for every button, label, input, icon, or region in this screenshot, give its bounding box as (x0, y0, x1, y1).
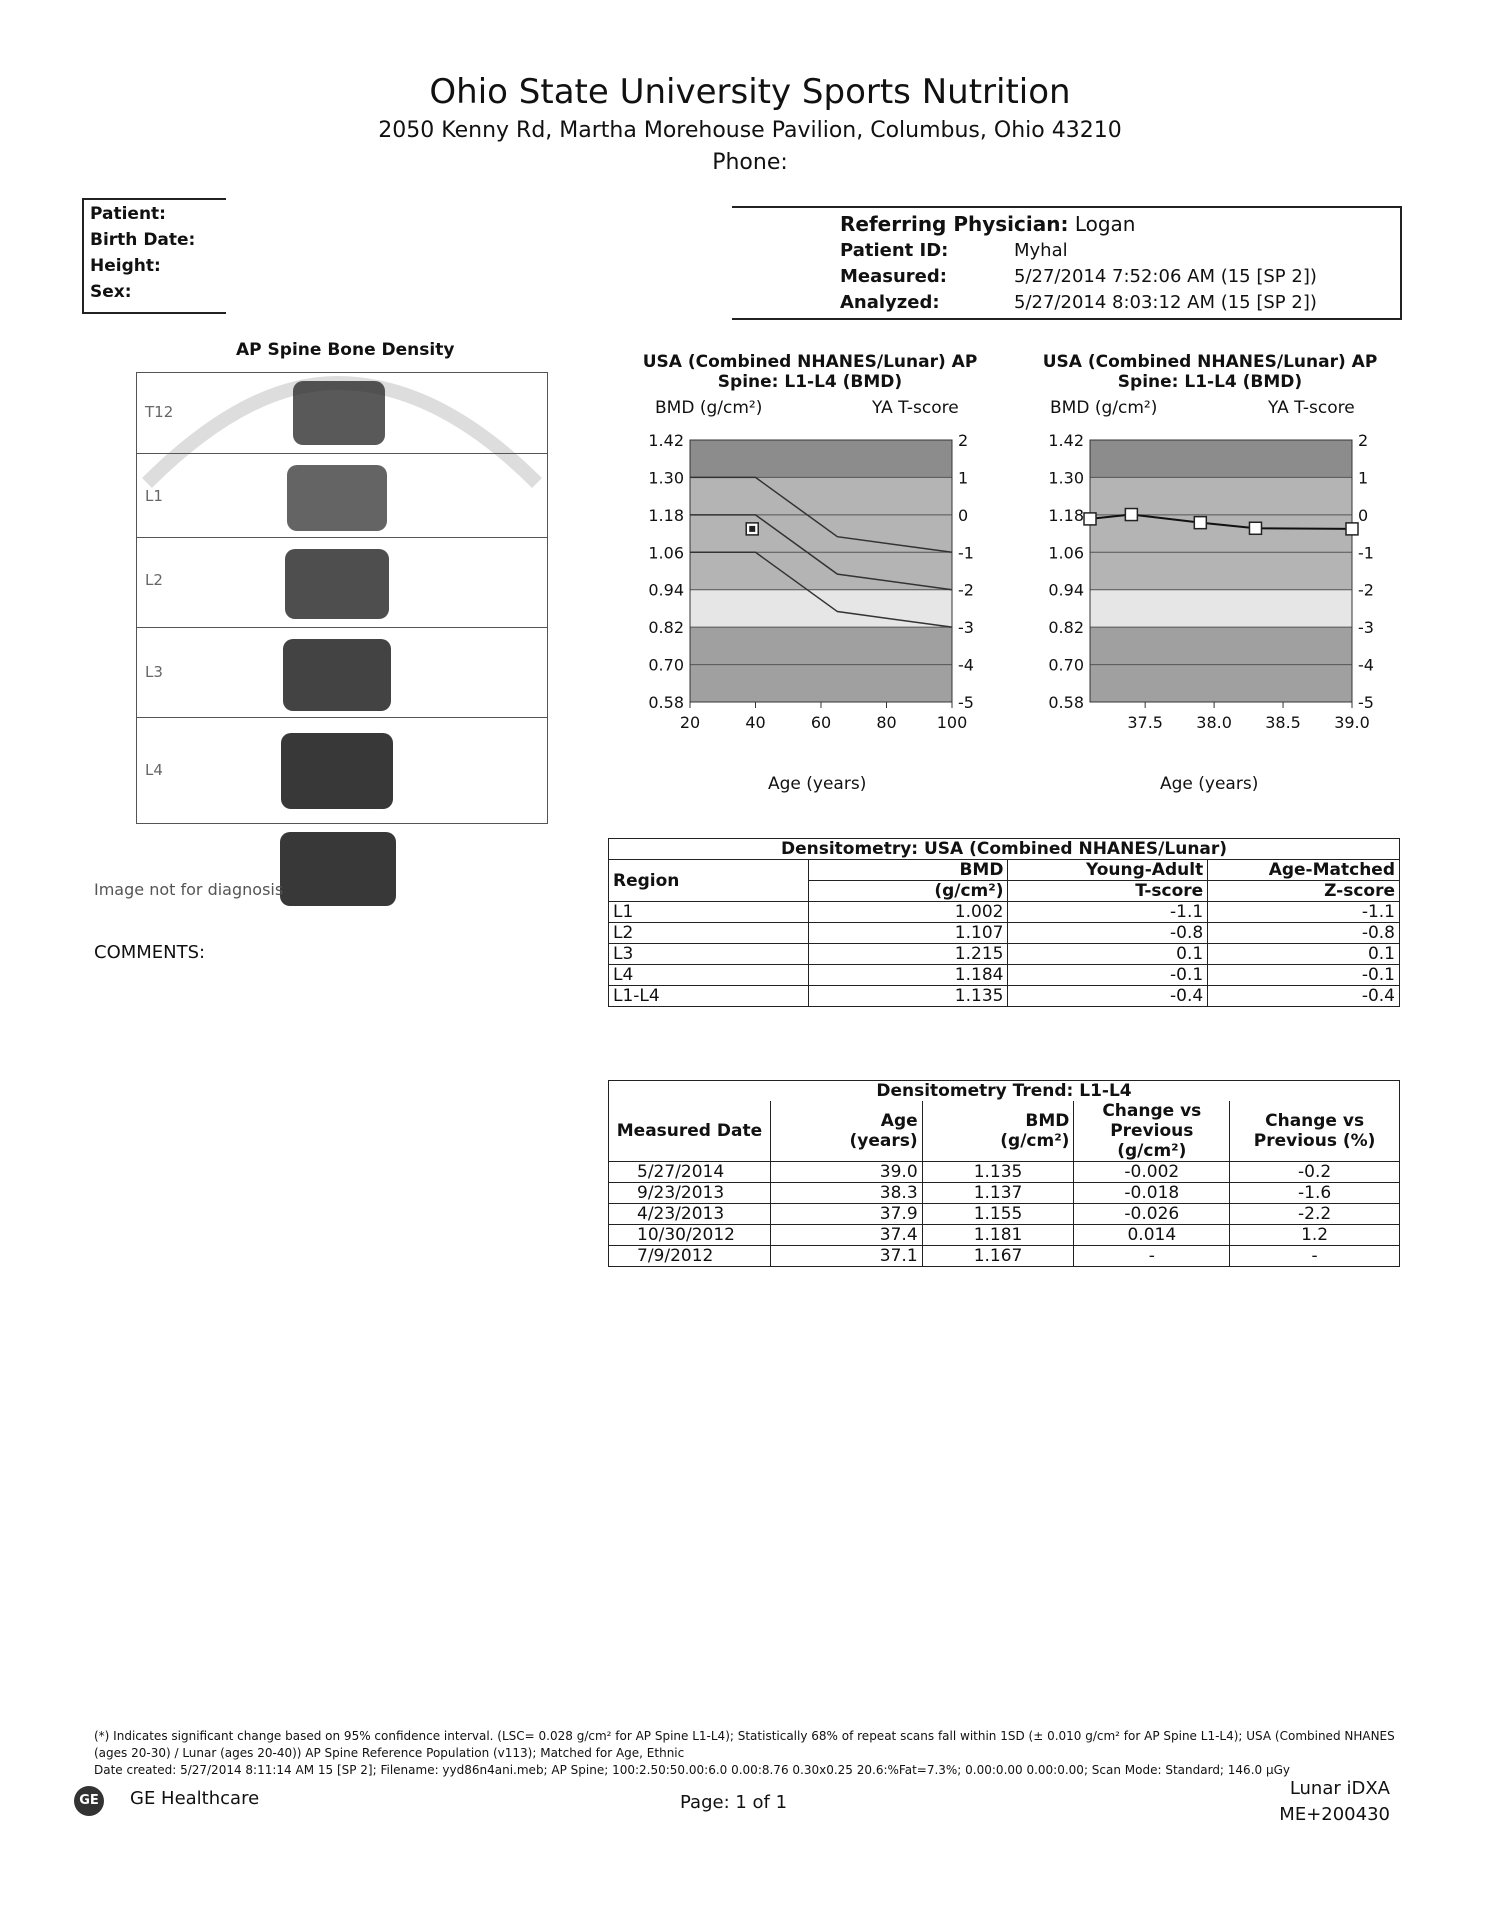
cell-change-pct: -1.6 (1230, 1183, 1400, 1204)
vertebra-l3-shape (283, 639, 391, 711)
cell-tscore: -0.8 (1008, 923, 1208, 944)
chart2-y2tick-label: -4 (1358, 655, 1374, 675)
cell-bmd: 1.137 (922, 1183, 1074, 1204)
vertebra-l2-shape (285, 549, 389, 619)
cell-change-abs: -0.026 (1074, 1204, 1230, 1225)
trend-row (609, 1162, 1400, 1183)
physician-value: Logan (1074, 212, 1136, 236)
cell-age: 37.1 (770, 1246, 922, 1267)
page-title: Ohio State University Sports Nutrition (429, 72, 1071, 112)
page-count: Page: 1 of 1 (680, 1792, 788, 1813)
chart1-xtick-label: 20 (679, 713, 701, 732)
chart2-ytick-label: 1.18 (1048, 505, 1084, 525)
header-change-abs-2: Previous (1110, 1121, 1194, 1141)
measured-label: Measured: (840, 266, 947, 287)
cell-bmd: 1.155 (922, 1204, 1074, 1225)
chart2-data-point (1194, 517, 1206, 529)
chart1-title: USA (Combined NHANES/Lunar) AP Spine: L1-L4 (BMD) (642, 352, 978, 392)
chart1-y2tick-label: 1 (958, 468, 969, 488)
cell-tscore: 0.1 (1008, 944, 1208, 965)
chart1-plot (630, 430, 1000, 750)
cell-change-abs: -0.018 (1074, 1183, 1230, 1204)
chart2-xlabel: Age (years) (1160, 774, 1259, 794)
densitometry-table (608, 838, 1400, 1007)
vertebra-label-l3: L3 (145, 663, 163, 681)
chart2-y2label: YA T-score (1268, 398, 1355, 418)
chart1-y2tick-label: -5 (958, 693, 974, 712)
chart1-xtick-label: 100 (936, 713, 968, 732)
ge-logo-icon: GE (74, 1786, 104, 1816)
physician-row (840, 212, 1135, 236)
trend-header-row (609, 1101, 1400, 1162)
header-age (770, 1101, 922, 1162)
chart2-y2tick-label: -5 (1358, 693, 1374, 712)
analyzed-label: Analyzed: (840, 292, 940, 313)
chart1-y2tick-label: -2 (958, 580, 974, 600)
chart2-band-normal (1090, 477, 1352, 589)
vertebra-t12-shape (293, 381, 385, 445)
header-change-pct (1230, 1101, 1400, 1162)
header-trend-bmd (922, 1101, 1074, 1162)
referral-info-box (732, 206, 1402, 320)
scan-title: AP Spine Bone Density (236, 340, 455, 360)
chart2-y2tick-label: 2 (1358, 431, 1369, 450)
address: 2050 Kenny Rd, Martha Morehouse Pavilion, Columbus, Ohio 43210 (378, 118, 1122, 143)
cell-bmd: 1.135 (808, 986, 1008, 1007)
cell-date: 5/27/2014 (609, 1162, 771, 1183)
cell-date: 9/23/2013 (609, 1183, 771, 1204)
densitometry-row (609, 986, 1400, 1007)
device-info (1270, 1776, 1390, 1828)
chart2-y2tick-label: 1 (1358, 468, 1369, 488)
densitometry-body (609, 902, 1400, 1007)
image-disclaimer: Image not for diagnosis (94, 880, 284, 899)
header-bmd: BMD (808, 860, 1008, 881)
cell-bmd: 1.184 (808, 965, 1008, 986)
header-age-unit: (years) (849, 1131, 918, 1151)
chart1-y2tick-label: 0 (958, 505, 969, 525)
patient-info-box (82, 198, 226, 314)
chart1-ytick-label: 0.70 (648, 655, 684, 675)
cell-change-pct: -2.2 (1230, 1204, 1400, 1225)
chart2-ytick-label: 0.70 (1048, 655, 1084, 675)
densitometry-row (609, 965, 1400, 986)
header-change-abs-1: Change vs (1102, 1101, 1202, 1121)
vertebra-label-l2: L2 (145, 571, 163, 589)
trend-caption: Densitometry Trend: L1-L4 (609, 1081, 1400, 1102)
cell-region: L1-L4 (609, 986, 809, 1007)
header-bmd-unit: (g/cm²) (808, 881, 1008, 902)
chart1-band-normal (690, 477, 952, 589)
densitometry-row (609, 944, 1400, 965)
vertebra-label-l1: L1 (145, 487, 163, 505)
chart2-ylabel: BMD (g/cm²) (1050, 398, 1158, 418)
trend-row (609, 1183, 1400, 1204)
chart2-ytick-label: 1.42 (1048, 431, 1084, 450)
cell-change-abs: 0.014 (1074, 1225, 1230, 1246)
cell-bmd: 1.002 (808, 902, 1008, 923)
cell-tscore: -1.1 (1008, 902, 1208, 923)
chart2-data-point (1346, 523, 1358, 535)
header-age-text: Age (880, 1111, 918, 1131)
cell-age: 38.3 (770, 1183, 922, 1204)
cell-age: 37.4 (770, 1225, 922, 1246)
cell-region: L1 (609, 902, 809, 923)
cell-zscore: 0.1 (1208, 944, 1400, 965)
chart1-ytick-label: 1.42 (648, 431, 684, 450)
height-label: Height: (90, 256, 161, 276)
chart1-xtick-label: 60 (810, 713, 832, 732)
cell-zscore: -0.8 (1208, 923, 1400, 944)
header-zscore: Age-Matched (1208, 860, 1400, 881)
cell-region: L4 (609, 965, 809, 986)
header-change-pct-1: Change vs (1265, 1111, 1365, 1131)
patient-id-label: Patient ID: (840, 240, 949, 261)
chart2-y2tick-label: -2 (1358, 580, 1374, 600)
chart2-y2tick-label: -1 (1358, 543, 1374, 563)
footnote-file-info: Date created: 5/27/2014 8:11:14 AM 15 [SP 2]; Filename: yyd86n4ani.meb; AP Spine; 100:2.50:50.00:6.0 0.00:8.76 0.30x0.25 20.6:%Fat=7.3%; 0.00:0.00 0.00:0.00; Scan Mode: Standard; 146.0 µGy (94, 1763, 1290, 1777)
vertebra-l1-shape (287, 465, 387, 531)
trend-caption-row (609, 1081, 1400, 1102)
cell-zscore: -1.1 (1208, 902, 1400, 923)
cell-zscore: -0.4 (1208, 986, 1400, 1007)
chart1-y2tick-label: -1 (958, 543, 974, 563)
brand-label: GE Healthcare (130, 1788, 260, 1809)
header-trend-bmd-text: BMD (1025, 1111, 1070, 1131)
cell-date: 7/9/2012 (609, 1246, 771, 1267)
cell-change-pct: - (1230, 1246, 1400, 1267)
chart2-ytick-label: 0.58 (1048, 693, 1084, 712)
chart1-y2tick-label: 2 (958, 431, 969, 450)
chart2-data-point (1249, 522, 1261, 534)
chart2-band-osteopenia (1090, 590, 1352, 627)
densitometry-row (609, 923, 1400, 944)
chart1-ytick-label: 0.58 (648, 693, 684, 712)
header-region: Region (609, 860, 809, 902)
trend-row (609, 1225, 1400, 1246)
chart1-y2tick-label: -4 (958, 655, 974, 675)
comments-label: COMMENTS: (94, 942, 206, 963)
chart1-ytick-label: 1.30 (648, 468, 684, 488)
cell-region: L3 (609, 944, 809, 965)
cell-bmd: 1.181 (922, 1225, 1074, 1246)
cell-date: 4/23/2013 (609, 1204, 771, 1225)
chart2-y2tick-label: 0 (1358, 505, 1369, 525)
cell-bmd: 1.215 (808, 944, 1008, 965)
chart2-ytick-label: 1.06 (1048, 543, 1084, 563)
chart1-ytick-label: 1.06 (648, 543, 684, 563)
vertebra-label-t12: T12 (145, 403, 174, 421)
cell-zscore: -0.1 (1208, 965, 1400, 986)
header-zscore-sub: Z-score (1208, 881, 1400, 902)
chart2-ytick-label: 1.30 (1048, 468, 1084, 488)
trend-row (609, 1204, 1400, 1225)
cell-tscore: -0.4 (1008, 986, 1208, 1007)
chart2-data-point (1125, 509, 1137, 521)
sex-label: Sex: (90, 282, 132, 302)
chart2-xtick-label: 38.5 (1265, 713, 1301, 732)
chart2-plot (1030, 430, 1400, 750)
chart1-data-point-core (749, 526, 755, 532)
cell-change-pct: 1.2 (1230, 1225, 1400, 1246)
cell-region: L2 (609, 923, 809, 944)
cell-change-abs: - (1074, 1246, 1230, 1267)
densitometry-caption-row (609, 839, 1400, 860)
trend-body (609, 1162, 1400, 1267)
analyzed-value: 5/27/2014 8:03:12 AM (15 [SP 2]) (1014, 292, 1317, 313)
vertebra-label-l4: L4 (145, 761, 163, 779)
cell-bmd: 1.107 (808, 923, 1008, 944)
vertebra-l4-shape (281, 733, 393, 809)
cell-age: 37.9 (770, 1204, 922, 1225)
header-change-abs-3: (g/cm²) (1117, 1141, 1187, 1161)
chart2-title: USA (Combined NHANES/Lunar) AP Spine: L1-L4 (BMD) (1042, 352, 1378, 392)
chart1-y2label: YA T-score (872, 398, 959, 418)
header-trend-bmd-unit: (g/cm²) (1000, 1131, 1070, 1151)
measured-value: 5/27/2014 7:52:06 AM (15 [SP 2]) (1014, 266, 1317, 287)
trend-table (608, 1080, 1400, 1267)
chart1-ytick-label: 1.18 (648, 505, 684, 525)
densitometry-header-row (609, 860, 1400, 881)
header-tscore-sub: T-score (1008, 881, 1208, 902)
cell-change-abs: -0.002 (1074, 1162, 1230, 1183)
header-change-abs (1074, 1101, 1230, 1162)
patient-label: Patient: (90, 204, 166, 224)
cell-bmd: 1.167 (922, 1246, 1074, 1267)
header-change-pct-2: Previous (%) (1253, 1131, 1376, 1151)
chart2-xtick-label: 39.0 (1334, 713, 1370, 732)
chart2-ytick-label: 0.82 (1048, 618, 1084, 638)
chart2-y2tick-label: -3 (1358, 618, 1374, 638)
densitometry-row (609, 902, 1400, 923)
device-id: ME+200430 (1279, 1804, 1390, 1825)
vertebra-l5-shape (280, 832, 396, 906)
chart2-ytick-label: 0.94 (1048, 580, 1084, 600)
spine-scan-image (136, 372, 548, 824)
chart1-ylabel: BMD (g/cm²) (655, 398, 763, 418)
header-measured-date: Measured Date (609, 1101, 771, 1162)
chart1-y2tick-label: -3 (958, 618, 974, 638)
phone-label: Phone: (712, 150, 788, 175)
chart2-xtick-label: 38.0 (1196, 713, 1232, 732)
header-tscore: Young-Adult (1008, 860, 1208, 881)
cell-bmd: 1.135 (922, 1162, 1074, 1183)
chart1-xlabel: Age (years) (768, 774, 867, 794)
chart1-ytick-label: 0.82 (648, 618, 684, 638)
trend-row (609, 1246, 1400, 1267)
densitometry-caption: Densitometry: USA (Combined NHANES/Lunar) (609, 839, 1400, 860)
birth-date-label: Birth Date: (90, 230, 196, 250)
chart2-xtick-label: 37.5 (1127, 713, 1163, 732)
chart1-xtick-label: 40 (745, 713, 766, 732)
patient-id-value: Myhal (1014, 240, 1068, 261)
cell-tscore: -0.1 (1008, 965, 1208, 986)
chart2-data-point (1084, 513, 1096, 525)
chart1-ytick-label: 0.94 (648, 580, 684, 600)
cell-change-pct: -0.2 (1230, 1162, 1400, 1183)
cell-age: 39.0 (770, 1162, 922, 1183)
physician-label: Referring Physician: (840, 212, 1069, 236)
chart1-xtick-label: 80 (876, 713, 897, 732)
cell-date: 10/30/2012 (609, 1225, 771, 1246)
footnote-significance: (*) Indicates significant change based on 95% confidence interval. (LSC= 0.028 g/cm² for AP Spine L1-L4); Statistically 68% of repeat scans fall within 1SD (± 0.010 g/cm² for AP Spine L1-L4); USA (Combined NHANES (ages 20-30) / Lunar (ages 20-40)) AP Spine Reference Population (v113); Matched for Age, Ethnic (94, 1729, 1395, 1760)
device-name: Lunar iDXA (1289, 1778, 1390, 1799)
